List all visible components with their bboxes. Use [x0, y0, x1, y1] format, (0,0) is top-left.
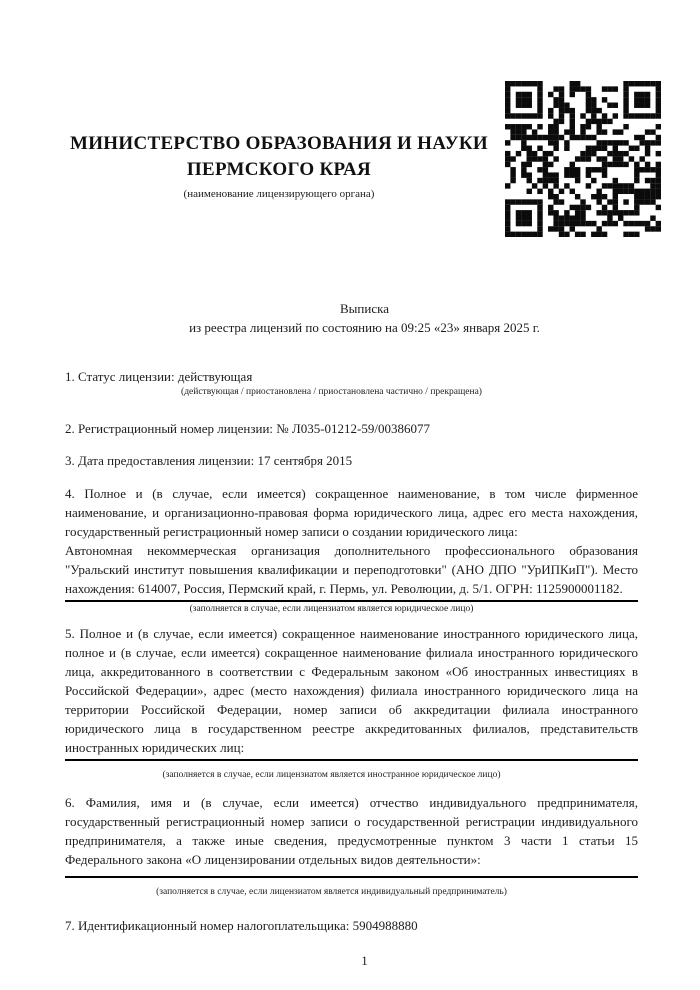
- item-3-text: 3. Дата предоставления лицензии: 17 сентября 2015: [65, 453, 353, 468]
- fill-in-rule: [65, 876, 638, 878]
- item-2-registration-number: [65, 419, 638, 438]
- item-5-text: 5. Полное и (в случае, если имеется) сокращенное наименование иностранного юридического лица, полное и (в случае, если имеется) сокращенное наименование филиала иностранного юридического лица, аккредитованного в соответствии с Федеральным законом «Об иностранных инвестициях в Российской Федерации», адрес (место нахождения) филиала иностранного юридического лица на территории Российской Федерации, номер записи об аккредитации филиала иностранного юридического лица в государственном реестре аккредитованных филиалов, представительств иностранных юридических лиц:: [65, 626, 638, 755]
- page-number: 1: [361, 953, 368, 968]
- item-7-text: 7. Идентификационный номер налогоплательщика: 5904988880: [65, 918, 418, 933]
- fill-in-rule: [65, 600, 638, 602]
- ministry-name-line1: МИНИСТЕРСТВО ОБРАЗОВАНИЯ И НАУКИ: [69, 133, 489, 154]
- document-title: [78, 299, 651, 337]
- item-4-text: 4. Полное и (в случае, если имеется) сокращенное наименование, в том числе фирменное наименование, и организационно-правовая форма юридического лица, адрес его места нахождения, государственный регистрационный номер записи о создании юридического лица:: [65, 486, 638, 539]
- item-5-note: (заполняется в случае, если лицензиатом является иностранное юридическое лицо): [162, 770, 501, 780]
- item-6-text: 6. Фамилия, имя и (в случае, если имеется) отчество индивидуального предпринимателя, государственный регистрационный номер записи о государственной регистрации индивидуального предпринимателя, а также иные сведения, предусмотренные пунктом 3 части 1 статьи 15 Федерального закона «О лицензировании отдельных видов деятельности»:: [65, 795, 638, 867]
- item-1-license-status: [65, 367, 638, 399]
- item-7-taxpayer-id: [65, 916, 638, 935]
- item-1-options-note: (действующая / приостановлена / приостановлена частично / прекращена): [181, 387, 482, 397]
- item-4-note: (заполняется в случае, если лицензиатом является юридическое лицо): [189, 604, 474, 614]
- fill-in-rule: [65, 759, 638, 761]
- ministry-caption: (наименование лицензирующего органа): [183, 188, 375, 200]
- item-3-grant-date: [65, 451, 638, 470]
- item-6-individual-entrepreneur: [65, 793, 638, 899]
- item-2-text: 2. Регистрационный номер лицензии: № Л035-01212-59/00386077: [65, 421, 431, 436]
- title-line2: из реестра лицензий по состоянию на 09:25 «23» января 2025 г.: [189, 320, 540, 335]
- title-line1: Выписка: [340, 301, 389, 316]
- item-1-text: 1. Статус лицензии: действующая: [65, 369, 253, 384]
- item-4-value: Автономная некоммерческая организация дополнительного профессионального образования "Уральский институт повышения квалификации и переподготовки" (АНО ДПО "УрИПКиП"). Место нахождения: 614007, Россия, Пермский край, г. Пермь, ул. Революции, д. 5/1. ОГРН: 1125900001182.: [65, 543, 638, 596]
- document-body: [65, 0, 638, 970]
- item-5-foreign-entity: [65, 624, 638, 782]
- item-4-legal-entity: [65, 484, 638, 616]
- ministry-name-line2: ПЕРМСКОГО КРАЯ: [186, 159, 372, 180]
- item-6-note: (заполняется в случае, если лицензиатом является индивидуальный предприниматель): [156, 887, 507, 897]
